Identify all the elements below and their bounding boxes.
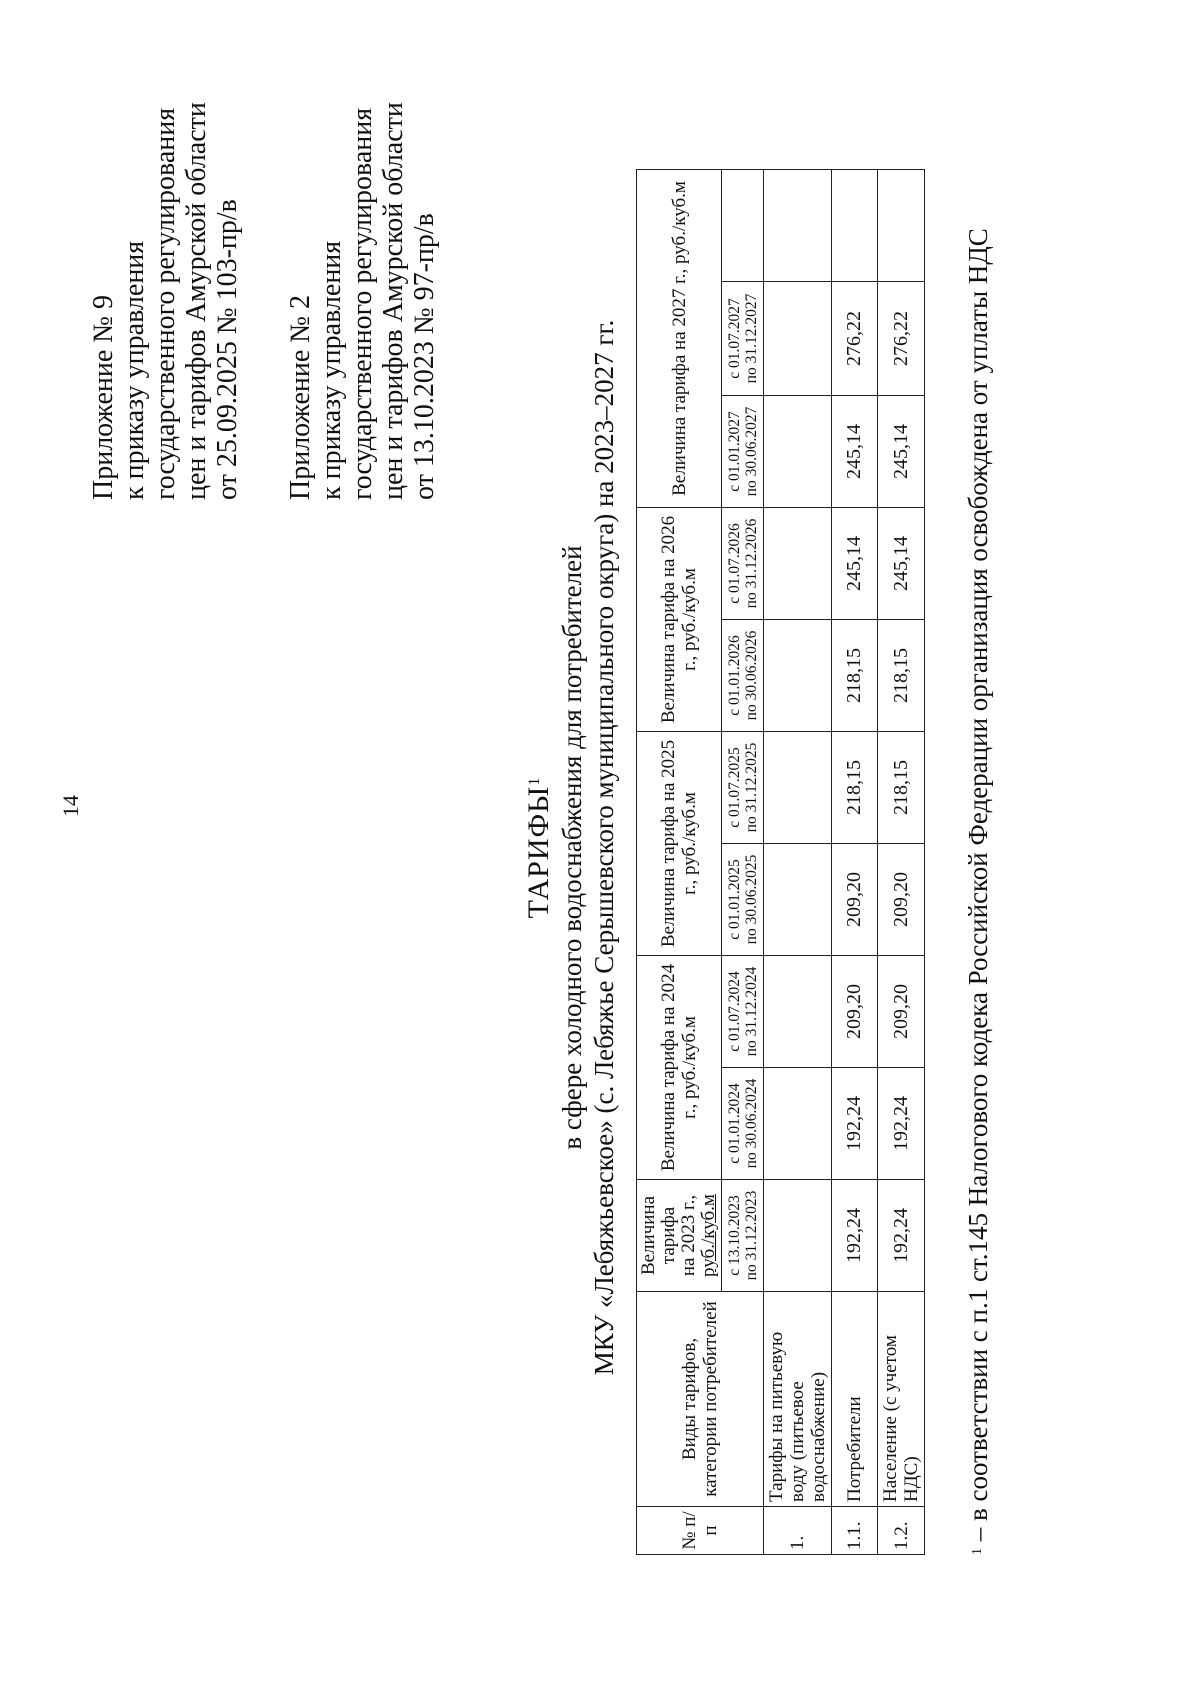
appendix-line: к приказу управления bbox=[316, 240, 347, 500]
appendix-original-block bbox=[285, 102, 440, 500]
heading-organization: МКУ «Лебяжьевское» (с. Лебяжье Серышевского муниципального округа) на 2023–2027 гг. bbox=[589, 319, 619, 1376]
empty-cell bbox=[722, 170, 764, 282]
header-2023-line: Величина bbox=[638, 1195, 659, 1276]
period-to: по 31.12.2026 bbox=[742, 518, 760, 609]
value-cell: 209,20 bbox=[832, 844, 878, 956]
value-cell: 192,24 bbox=[832, 1068, 878, 1180]
value-cell bbox=[764, 620, 832, 732]
header-2023-line: руб./куб.м bbox=[698, 1194, 719, 1277]
period-to: по 30.06.2026 bbox=[742, 630, 760, 721]
header-2027: Величина тарифа на 2027 г., руб./куб.м bbox=[637, 170, 722, 508]
header-2024: Величина тарифа на 2024 г., руб./куб.м bbox=[637, 956, 722, 1180]
value-cell bbox=[764, 956, 832, 1068]
period-to: по 31.12.2027 bbox=[742, 293, 760, 384]
header-number: № п/п bbox=[637, 1507, 764, 1555]
appendix-line: от 13.10.2023 № 97-пр/в bbox=[409, 213, 440, 500]
footnote-mark: 1 bbox=[970, 1548, 985, 1555]
value-cell: 209,20 bbox=[878, 844, 925, 956]
period-cell bbox=[722, 282, 764, 396]
value-cell: 245,14 bbox=[878, 396, 925, 508]
appendix-line: от 25.09.2025 № 103-пр/в bbox=[212, 199, 243, 500]
value-cell: 245,14 bbox=[878, 508, 925, 620]
period-cell bbox=[722, 620, 764, 732]
value-cell: 245,14 bbox=[832, 508, 878, 620]
period-from: с 01.07.2025 bbox=[725, 747, 743, 828]
period-cell bbox=[722, 508, 764, 620]
period-to: по 30.06.2027 bbox=[742, 406, 760, 497]
document-heading bbox=[522, 0, 620, 1695]
period-from: с 01.07.2024 bbox=[725, 971, 743, 1052]
row-kind: Потребители bbox=[832, 1292, 878, 1507]
period-to: по 31.12.2024 bbox=[742, 966, 760, 1057]
value-cell: 209,20 bbox=[832, 956, 878, 1068]
period-to: по 31.12.2023 bbox=[742, 1190, 760, 1281]
appendix-line: Приложение № 2 bbox=[285, 295, 316, 500]
period-cell bbox=[722, 1068, 764, 1180]
empty-cell bbox=[878, 170, 925, 282]
period-to: по 30.06.2025 bbox=[742, 854, 760, 945]
value-cell bbox=[764, 1068, 832, 1180]
heading-title-line bbox=[522, 0, 556, 1695]
row-number: 1.1. bbox=[832, 1507, 878, 1555]
value-cell: 218,15 bbox=[878, 620, 925, 732]
value-cell bbox=[764, 732, 832, 844]
value-cell bbox=[764, 508, 832, 620]
row-number: 1.2. bbox=[878, 1507, 925, 1555]
value-cell: 218,15 bbox=[878, 732, 925, 844]
row-kind: Тарифы на питьевую воду (питьевое водоснабжение) bbox=[764, 1292, 832, 1507]
period-to: по 31.12.2025 bbox=[742, 742, 760, 833]
period-to: по 30.06.2024 bbox=[742, 1078, 760, 1169]
value-cell: 218,15 bbox=[832, 620, 878, 732]
appendix-line: к приказу управления bbox=[119, 240, 150, 500]
tariff-table bbox=[636, 169, 925, 1555]
header-2025: Величина тарифа на 2025 г., руб./куб.м bbox=[637, 732, 722, 956]
appendix-line: государственного регулирования bbox=[150, 107, 181, 500]
value-cell: 192,24 bbox=[878, 1068, 925, 1180]
table-row bbox=[764, 170, 832, 1555]
appendix-line: цен и тарифов Амурской области bbox=[378, 102, 409, 500]
period-from: с 01.01.2026 bbox=[725, 635, 743, 716]
header-kind: Виды тарифов, категории потребителей bbox=[637, 1292, 764, 1507]
appendix-line: Приложение № 9 bbox=[88, 295, 119, 500]
header-2023-line: на 2023 г., bbox=[678, 1194, 699, 1277]
empty-cell bbox=[832, 170, 878, 282]
value-cell: 276,22 bbox=[878, 282, 925, 396]
value-cell bbox=[764, 396, 832, 508]
period-from: с 01.07.2027 bbox=[725, 298, 743, 379]
value-cell: 218,15 bbox=[832, 732, 878, 844]
footnote-text: – в соответствии с п.1 ст.145 Налогового кодека Российской Федерации организация освобождена от уплаты НДС bbox=[963, 228, 993, 1548]
period-from: с 01.07.2026 bbox=[725, 523, 743, 604]
period-from: с 01.01.2025 bbox=[725, 859, 743, 940]
value-cell bbox=[764, 844, 832, 956]
page-number: 14 bbox=[58, 795, 83, 817]
period-from: с 13.10.2023 bbox=[725, 1195, 743, 1276]
period-from: с 01.01.2027 bbox=[725, 411, 743, 492]
row-kind: Население (с учетом НДС) bbox=[878, 1292, 925, 1507]
period-cell bbox=[722, 1180, 764, 1292]
appendix-line: цен и тарифов Амурской области bbox=[181, 102, 212, 500]
table-row bbox=[878, 170, 925, 1555]
appendix-line: государственного регулирования bbox=[347, 107, 378, 500]
period-cell bbox=[722, 844, 764, 956]
header-row bbox=[637, 170, 722, 1555]
table-row bbox=[832, 170, 878, 1555]
header-2023 bbox=[637, 1180, 722, 1292]
value-cell: 209,20 bbox=[878, 956, 925, 1068]
heading-title: ТАРИФЫ bbox=[522, 785, 555, 919]
empty-cell bbox=[764, 170, 832, 282]
period-cell bbox=[722, 956, 764, 1068]
period-from: с 01.01.2024 bbox=[725, 1083, 743, 1164]
header-2026: Величина тарифа на 2026 г., руб./куб.м bbox=[637, 508, 722, 732]
period-cell bbox=[722, 396, 764, 508]
period-cell bbox=[722, 732, 764, 844]
value-cell: 192,24 bbox=[832, 1180, 878, 1292]
appendix-current-block bbox=[88, 102, 243, 500]
value-cell bbox=[764, 1180, 832, 1292]
heading-footnote-mark: 1 bbox=[526, 776, 543, 786]
value-cell: 245,14 bbox=[832, 396, 878, 508]
heading-subtitle: в сфере холодного водоснабжения для потребителей bbox=[557, 545, 587, 1150]
footnote bbox=[963, 228, 993, 1555]
value-cell: 192,24 bbox=[878, 1180, 925, 1292]
value-cell bbox=[764, 282, 832, 396]
row-number: 1. bbox=[764, 1507, 832, 1555]
value-cell: 276,22 bbox=[832, 282, 878, 396]
header-2023-line: тарифа bbox=[658, 1206, 679, 1265]
